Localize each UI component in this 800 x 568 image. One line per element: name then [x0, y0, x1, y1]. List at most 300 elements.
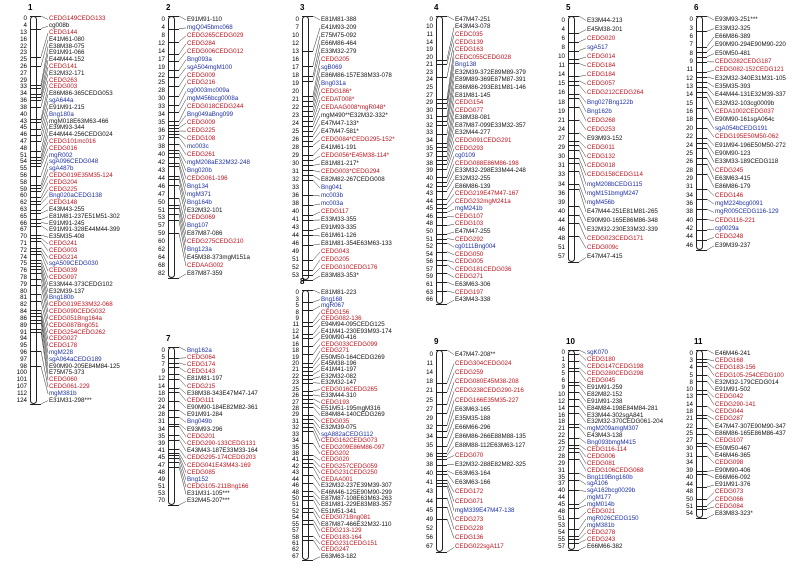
marker-label: E81M81-388: [321, 17, 356, 23]
marker-tick: [568, 518, 579, 519]
marker-position: 20: [674, 126, 693, 132]
marker-label: CEDG088E86M86-198: [455, 161, 519, 167]
marker-position: 38: [674, 209, 693, 215]
marker-position: 24: [146, 405, 165, 411]
marker-position: 43: [146, 168, 165, 174]
marker-tick: [30, 100, 41, 101]
marker-tick: [696, 443, 707, 444]
marker-position: 58: [280, 535, 299, 541]
marker-label: E47M47-307E90M90-347: [715, 424, 786, 430]
marker-position: 33: [280, 432, 299, 438]
marker-label: E90M90-165E86M86-348: [587, 218, 658, 224]
marker-tick: [696, 375, 707, 376]
marker-position: 46: [8, 132, 27, 138]
marker-tick: [568, 480, 579, 481]
marker-position: 46: [674, 243, 693, 249]
marker-label: E91M91-259: [587, 385, 622, 391]
marker-tick: [696, 509, 707, 510]
marker-tick: [696, 57, 707, 58]
marker-label: Bng020aCEDG138: [49, 193, 102, 199]
marker-position: 27: [546, 136, 565, 142]
marker-label: E32M39-075: [321, 425, 356, 431]
marker-label: sgA106: [587, 481, 608, 487]
marker-tick: [436, 471, 447, 472]
marker-label: Bng123a: [187, 247, 212, 253]
marker-tick: [436, 160, 447, 161]
marker-label: mgM381b: [587, 523, 615, 529]
marker-position: 11: [414, 361, 433, 367]
marker-position: 19: [414, 47, 433, 53]
marker-tick: [436, 182, 447, 183]
marker-label: CEDG295-174CEDG203: [187, 455, 256, 461]
marker-tick: [696, 189, 707, 190]
marker-tick: [30, 238, 41, 239]
marker-connector: [313, 4, 321, 288]
marker-label: CEDG273: [455, 517, 483, 523]
marker-position: 51: [280, 502, 299, 508]
marker-label: E81M81-229E83M83-357: [321, 502, 392, 508]
marker-position: 0: [546, 18, 565, 24]
marker-label: Bng041: [321, 185, 342, 191]
marker-tick: [168, 467, 179, 468]
marker-tick: [696, 506, 707, 507]
marker-position: 39: [674, 468, 693, 474]
marker-tick: [696, 359, 707, 360]
marker-position: 12: [280, 41, 299, 47]
marker-tick: [302, 165, 313, 166]
marker-tick: [302, 427, 313, 428]
marker-position: 46: [280, 483, 299, 489]
marker-tick: [302, 423, 313, 424]
marker-position: 35: [414, 443, 433, 449]
marker-label: E91M93-335: [321, 225, 356, 231]
marker-label: E63M63-182: [321, 554, 356, 560]
marker-position: 36: [8, 98, 27, 104]
marker-label: Bng180b: [49, 295, 74, 301]
marker-label: CEDG077: [455, 108, 483, 114]
marker-label: E33M44-373CEDG102: [49, 282, 113, 288]
marker-tick: [696, 92, 707, 93]
marker-label: E35M35-188: [455, 416, 490, 422]
chromosome-bar: [568, 350, 575, 550]
marker-tick: [302, 260, 313, 261]
marker-label: CEDG070: [455, 453, 483, 459]
marker-label: E41M41-230E93M93-174: [321, 329, 392, 335]
marker-label: CEDG271: [455, 274, 483, 280]
marker-position: 17: [280, 65, 299, 71]
marker-tick: [436, 77, 447, 78]
marker-position: 54: [546, 530, 565, 536]
marker-tick: [30, 157, 41, 158]
marker-position: 57: [546, 544, 565, 550]
marker-position: 84: [8, 309, 27, 315]
marker-label: CEDG069: [187, 215, 215, 221]
marker-tick: [436, 453, 447, 454]
marker-position: 40: [146, 152, 165, 158]
marker-tick: [436, 225, 447, 226]
marker-position: 36: [280, 193, 299, 199]
marker-label: CEDG016CEDG265: [321, 387, 377, 393]
marker-label: sgA882aCEDG112: [321, 432, 373, 438]
marker-position: 18: [674, 409, 693, 415]
marker-label: E91M91-238: [587, 399, 622, 405]
marker-tick: [302, 371, 313, 372]
marker-label: E82M82-152: [587, 392, 622, 398]
marker-tick: [436, 304, 447, 305]
marker-tick: [30, 285, 41, 286]
marker-position: 4: [146, 25, 165, 31]
marker-label: CEDG033CEDG099: [321, 342, 377, 348]
marker-tick: [696, 72, 707, 73]
marker-position: 20: [280, 361, 299, 367]
marker-label: E61M61-126: [321, 233, 356, 239]
marker-tick: [302, 175, 313, 176]
marker-tick: [436, 212, 447, 213]
marker-position: 21: [414, 62, 433, 68]
marker-position: 28: [546, 454, 565, 460]
marker-tick: [168, 29, 179, 30]
marker-position: 53: [146, 491, 165, 497]
marker-position: 55: [546, 537, 565, 543]
marker-tick: [696, 62, 707, 63]
marker-tick: [436, 16, 447, 17]
marker-label: E86M86-165E86M86-437: [715, 431, 786, 437]
marker-position: 54: [674, 511, 693, 517]
marker-position: 46: [546, 227, 565, 233]
marker-tick: [696, 381, 707, 382]
marker-label: mgM456b: [587, 200, 615, 206]
marker-position: 40: [280, 209, 299, 215]
marker-position: 37: [146, 136, 165, 142]
marker-tick: [168, 150, 179, 151]
marker-position: 51: [414, 237, 433, 243]
marker-label: E33M33-355: [321, 217, 356, 223]
marker-position: 10: [414, 24, 433, 30]
marker-position: 31: [674, 453, 693, 459]
marker-position: 30: [414, 108, 433, 114]
marker-tick: [168, 144, 179, 145]
marker-label: E91M91-376: [715, 482, 750, 488]
marker-tick: [30, 191, 41, 192]
marker-position: 112: [8, 391, 27, 397]
marker-position: 22: [146, 73, 165, 79]
marker-label: CEDG020: [587, 36, 615, 42]
marker-label: E44M44-131E32M39-337: [715, 92, 786, 98]
marker-position: 63: [414, 290, 433, 296]
marker-tick: [696, 164, 707, 165]
marker-label: E86M86-157E38M33-078: [321, 73, 392, 79]
marker-position: 38: [280, 201, 299, 207]
marker-label: CEDG061-229: [49, 384, 90, 390]
marker-tick: [568, 85, 579, 86]
marker-label: CEDG183-156: [715, 365, 756, 371]
marker-label: E63M63-415: [715, 176, 750, 182]
marker-position: 25: [414, 85, 433, 91]
marker-tick: [168, 435, 179, 436]
marker-position: 30: [146, 96, 165, 102]
marker-tick: [302, 220, 313, 221]
marker-tick: [302, 415, 313, 416]
marker-tick: [168, 131, 179, 132]
marker-label: CEDG231CEDG250: [321, 470, 377, 476]
marker-position: 38: [280, 451, 299, 457]
marker-position: 31: [546, 468, 565, 474]
marker-label: CEDG168: [715, 358, 743, 364]
marker-tick: [302, 51, 313, 52]
marker-tick: [568, 158, 579, 159]
marker-label: E51M51-341: [321, 509, 356, 515]
marker-label: CEDG097: [49, 275, 77, 281]
marker-label: E84M84-198E84M84-281: [587, 406, 658, 412]
marker-position: 39: [146, 441, 165, 447]
marker-tick: [696, 394, 707, 395]
marker-tick: [568, 406, 579, 407]
marker-tick: [30, 94, 41, 95]
marker-label: E82M82-267CEDG008: [321, 177, 385, 183]
marker-label: sgA644a: [49, 98, 73, 104]
marker-position: 66: [414, 297, 433, 303]
marker-tick: [302, 363, 313, 364]
marker-tick: [302, 116, 313, 117]
marker-position: 13: [280, 49, 299, 55]
marker-tick: [30, 210, 41, 211]
marker-label: CEDG117: [321, 209, 349, 215]
marker-label: CEDC055CEDG028: [455, 55, 511, 61]
marker-tick: [30, 310, 41, 311]
marker-tick: [436, 134, 447, 135]
marker-label: E66M86-464: [321, 41, 356, 47]
marker-position: 44: [414, 199, 433, 205]
marker-label: CEDG139: [455, 40, 483, 46]
marker-label: E66M66-092: [715, 475, 750, 481]
marker-tick: [302, 146, 313, 147]
marker-label: E32M32-255: [455, 176, 490, 182]
marker-position: 23: [280, 380, 299, 386]
marker-label: CEDG050: [455, 252, 483, 258]
marker-position: 22: [674, 134, 693, 140]
marker-label: CEDG268: [587, 118, 615, 124]
marker-tick: [302, 463, 313, 464]
marker-position: 45: [414, 508, 433, 514]
marker-position: 81: [8, 295, 27, 301]
group-number: 8: [300, 278, 304, 286]
marker-tick: [568, 236, 579, 237]
marker-label: mgM456bcg0008a: [187, 96, 238, 102]
marker-label: CEDG091CEDG291: [455, 138, 511, 144]
marker-label: E81M81-197: [187, 376, 222, 382]
marker-position: 16: [546, 90, 565, 96]
marker-position: 47: [146, 463, 165, 469]
marker-label: E38M38-081: [455, 115, 490, 121]
linkage-group-8: [280, 278, 408, 560]
marker-position: 75: [8, 261, 27, 267]
marker-label: mgM339E47M47-138: [455, 508, 515, 514]
marker-position: 51: [674, 504, 693, 510]
marker-position: 18: [280, 73, 299, 79]
marker-label: E32M32-370CEDG061-204: [587, 419, 663, 425]
marker-position: 27: [280, 400, 299, 406]
marker-position: 8: [674, 380, 693, 386]
marker-label: E63M63-306: [455, 282, 490, 288]
marker-label: CEDG181CEDG036: [455, 267, 511, 273]
marker-label: CEDG051Bng164a: [49, 316, 102, 322]
marker-label: E32M44-277: [455, 130, 490, 136]
marker-position: 29: [546, 461, 565, 467]
linkage-group-2: [146, 4, 274, 278]
marker-tick: [30, 260, 41, 261]
marker-tick: [568, 141, 579, 142]
marker-label: E46M46-241: [715, 351, 750, 357]
marker-position: 21: [546, 426, 565, 432]
marker-label: CEDG010CEDG176: [321, 265, 377, 271]
marker-label: E46M46-125E90M90-299: [321, 490, 392, 496]
marker-position: 31: [674, 184, 693, 190]
marker-tick: [302, 131, 313, 132]
marker-position: 39: [414, 168, 433, 174]
marker-position: 51: [8, 153, 27, 159]
marker-position: 3: [280, 297, 299, 303]
marker-label: CEDG154: [455, 100, 483, 106]
marker-position: 44: [674, 234, 693, 240]
marker-position: 71: [8, 241, 27, 247]
marker-position: 47: [8, 139, 27, 145]
marker-tick: [302, 126, 313, 127]
marker-position: 56: [8, 173, 27, 179]
marker-label: CEDG111: [187, 398, 214, 404]
marker-tick: [696, 158, 707, 159]
marker-tick: [30, 107, 41, 108]
marker-position: 56: [414, 535, 433, 541]
marker-position: 32: [414, 425, 433, 431]
marker-position: 21: [414, 388, 433, 394]
marker-tick: [568, 368, 579, 369]
marker-position: 8: [546, 45, 565, 51]
marker-tick: [302, 560, 313, 561]
marker-position: 42: [280, 464, 299, 470]
marker-tick: [436, 265, 447, 266]
group-number: 6: [694, 4, 698, 12]
marker-position: 26: [8, 64, 27, 70]
marker-tick: [302, 407, 313, 408]
marker-position: 82: [8, 302, 27, 308]
marker-label: E87M87-359: [187, 271, 222, 277]
marker-tick: [168, 54, 179, 55]
marker-position: 24: [674, 143, 693, 149]
marker-position: 50: [146, 200, 165, 206]
marker-label: CEDG225: [187, 128, 215, 134]
marker-position: 34: [8, 91, 27, 97]
marker-tick: [568, 354, 579, 355]
marker-tick: [302, 101, 313, 102]
marker-tick: [568, 448, 579, 449]
marker-label: CEDG265CEDG029: [187, 33, 243, 39]
marker-label: CEDG193: [321, 400, 349, 406]
marker-label: E43M43-187E33M33-164: [187, 448, 258, 454]
marker-label: CEDG186*: [321, 89, 352, 95]
marker-tick: [568, 459, 579, 460]
marker-label: E87M87-466E32M32-110: [321, 522, 391, 528]
marker-position: 40: [674, 475, 693, 481]
marker-connector: [447, 338, 455, 560]
marker-tick: [568, 350, 579, 351]
group-number: 2: [166, 4, 170, 12]
marker-label: E91M94-196E50M50-272: [715, 143, 786, 149]
marker-label: E47M47-208**: [455, 352, 495, 358]
marker-tick: [168, 16, 179, 17]
marker-tick: [302, 524, 313, 525]
marker-label: E32M32-340E31M31-105: [715, 76, 786, 82]
marker-position: 59: [146, 231, 165, 237]
marker-tick: [30, 66, 41, 67]
marker-label: E81M81-354E63M63-133: [321, 241, 392, 247]
marker-position: 18: [146, 391, 165, 397]
marker-position: 25: [8, 57, 27, 63]
marker-label: CEDG287: [715, 416, 743, 422]
marker-tick: [30, 313, 41, 314]
marker-label: CEDG136: [455, 535, 483, 541]
marker-position: 18: [280, 348, 299, 354]
marker-position: 15: [546, 81, 565, 87]
marker-tick: [302, 399, 313, 400]
marker-tick: [568, 371, 579, 372]
marker-position: 61: [280, 541, 299, 547]
marker-label: sgA504mgM100: [187, 65, 232, 71]
marker-tick: [302, 205, 313, 206]
marker-label: E38M38-075: [49, 44, 84, 50]
marker-label: CEDG020: [321, 457, 349, 463]
marker-tick: [302, 326, 313, 327]
marker-tick: [436, 60, 447, 61]
marker-tick: [168, 458, 179, 459]
marker-label: E91M91-215: [49, 105, 84, 111]
marker-tick: [168, 86, 179, 87]
marker-tick: [168, 179, 179, 180]
marker-tick: [436, 260, 447, 261]
marker-tick: [302, 141, 313, 142]
marker-label: E43M43-138: [587, 433, 622, 439]
marker-label: Bng049aBng099: [187, 112, 233, 118]
marker-tick: [696, 230, 707, 231]
marker-tick: [568, 133, 579, 134]
marker-tick: [168, 105, 179, 106]
marker-tick: [568, 206, 579, 207]
marker-label: E33M44-310: [321, 393, 356, 399]
linkage-group-1: [8, 4, 136, 404]
marker-label: mgQ045bmc068: [187, 25, 233, 31]
marker-position: 61: [414, 282, 433, 288]
marker-label: CEDG204: [49, 180, 77, 186]
marker-position: 72: [8, 248, 27, 254]
marker-label: cg0111Bng004: [455, 244, 496, 250]
marker-tick: [568, 171, 579, 172]
marker-tick: [302, 230, 313, 231]
marker-position: 29: [8, 78, 27, 84]
marker-tick: [30, 351, 41, 352]
marker-tick: [302, 395, 313, 396]
marker-tick: [568, 490, 579, 491]
marker-tick: [696, 16, 707, 17]
marker-position: 22: [8, 44, 27, 50]
marker-label: sgA487b: [49, 166, 73, 172]
marker-tick: [696, 108, 707, 109]
marker-label: CEDG057: [587, 81, 615, 87]
marker-position: 25: [674, 431, 693, 437]
marker-label: mc003a: [321, 201, 343, 207]
marker-position: 48: [546, 509, 565, 515]
marker-label: CEDG035: [321, 419, 349, 425]
marker-tick: [436, 177, 447, 178]
marker-label: mgR005CEDG116-129: [715, 209, 779, 215]
